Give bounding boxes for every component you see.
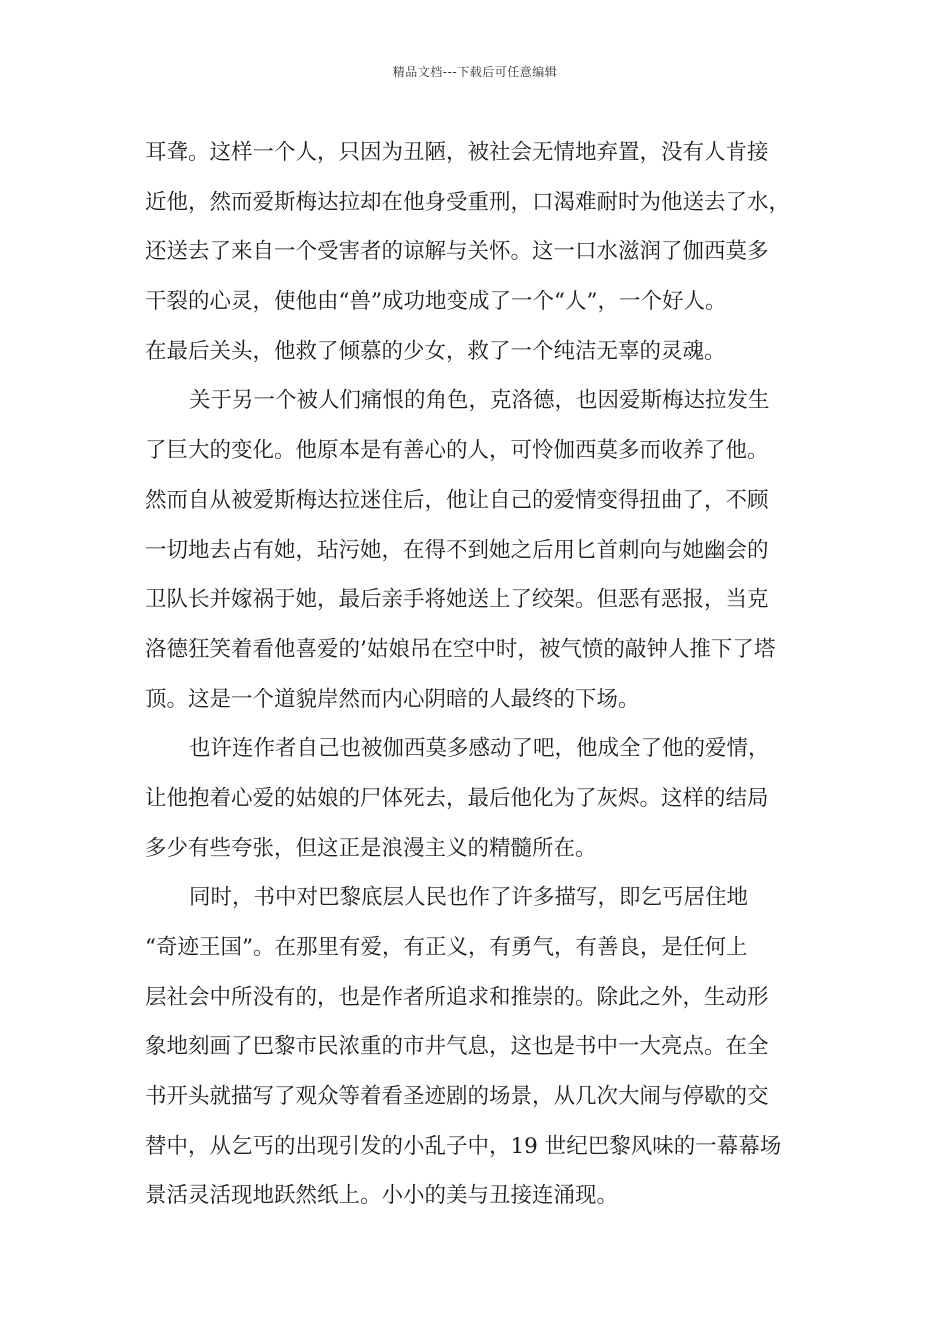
text-line: 顶。这是一个道貌岸然而内心阴暗的人最终的下场。 xyxy=(145,686,640,712)
document-body xyxy=(145,128,810,1221)
text-line: 多少有些夸张，但这正是浪漫主义的精髓所在。 xyxy=(145,835,597,861)
text-line: 层社会中所没有的，也是作者所追求和推崇的。除此之外，生动形 xyxy=(145,984,769,1010)
text-line: “奇迹王国”。在那里有爱，有正义，有勇气，有善良，是任何上 xyxy=(145,935,748,960)
text-line: 干裂的心灵，使他由“兽”成功地变成了一个“人”，一个好人。 xyxy=(145,289,727,315)
text-line: 景活灵活现地跃然纸上。小小的美与丑接连涌现。 xyxy=(145,1183,619,1209)
page-header: 精品文档---下载后可任意编辑 xyxy=(392,65,558,79)
text-line: 象地刻画了巴黎市民浓重的市井气息，这也是书中一大亮点。在全 xyxy=(145,1034,769,1060)
text-line: 同时，书中对巴黎底层人民也作了许多描写，即乞丐居住地 xyxy=(189,885,749,911)
text-line: 洛德狂笑着看他喜爱的’姑娘吊在空中时，被气愤的敲钟人推下了塔 xyxy=(145,636,776,662)
text-line: 替中，从乞丐的出现引发的小乱子中，19 世纪巴黎风味的一幕幕场 xyxy=(145,1133,782,1159)
text-line: 耳聋。这样一个人，只因为丑陋，被社会无情地弃置，没有人肯接 xyxy=(145,140,769,165)
text-line: 近他，然而爱斯梅达拉却在他身受重刑，口渴难耐时为他送去了水， xyxy=(145,189,791,215)
text-line: 也许连作者自己也被伽西莫多感动了吧，他成全了他的爱情， xyxy=(189,736,770,762)
text-line: 然而自从被爱斯梅达拉迷住后，他让自己的爱情变得扭曲了，不顾 xyxy=(145,487,769,513)
text-line: 书开头就描写了观众等着看圣迹剧的场景，从几次大闹与停歇的交 xyxy=(145,1084,769,1110)
text-line: 卫队长并嫁祸于她，最后亲手将她送上了绞架。但恶有恶报，当克 xyxy=(145,587,769,613)
text-line: 让他抱着心爱的姑娘的尸体死去，最后他化为了灰烬。这样的结局 xyxy=(145,785,769,811)
text-line: 在最后关头，他救了倾慕的少女，救了一个纯洁无辜的灵魂。 xyxy=(145,338,726,364)
text-line: 关于另一个被人们痛恨的角色，克洛德，也因爱斯梅达拉发生 xyxy=(189,388,770,414)
text-line: 还送去了来自一个受害者的谅解与关怀。这一口水滋润了伽西莫多 xyxy=(145,239,769,265)
text-line: 了巨大的变化。他原本是有善心的人，可怜伽西莫多而收养了他。 xyxy=(145,438,769,464)
text-line: 一切地去占有她，玷污她，在得不到她之后用匕首刺向与她幽会的 xyxy=(145,537,769,563)
